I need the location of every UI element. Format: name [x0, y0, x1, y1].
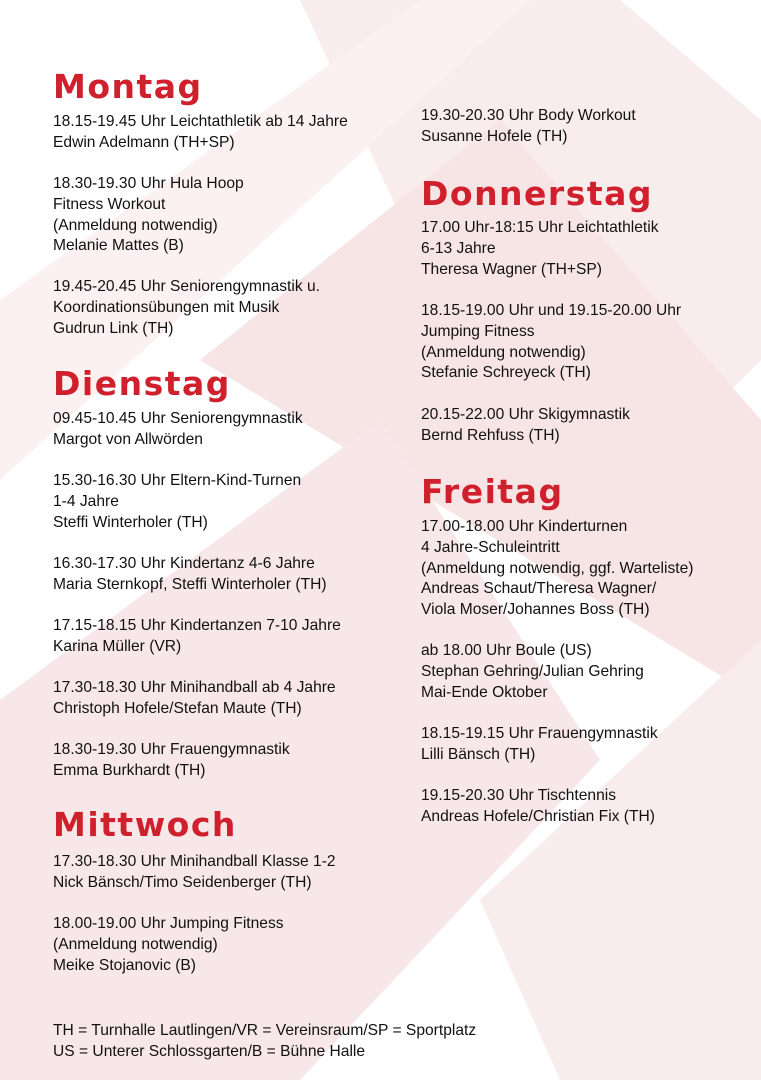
schedule-entry: 19.15-20.30 Uhr Tischtennis Andreas Hofele/Christian Fix (TH)	[421, 787, 655, 825]
schedule-entry: 17.30-18.30 Uhr Minihandball ab 4 Jahre Christoph Hofele/Stefan Maute (TH)	[53, 679, 336, 717]
day-heading-donnerstag: Donnerstag	[421, 174, 654, 213]
schedule-entry: 18.00-19.00 Uhr Jumping Fitness (Anmeldung notwendig) Meike Stojanovic (B)	[53, 915, 284, 974]
schedule-entry: 18.30-19.30 Uhr Frauengymnastik Emma Burkhardt (TH)	[53, 741, 290, 779]
location-legend	[53, 1020, 476, 1062]
schedule-entry: 19.45-20.45 Uhr Seniorengymnastik u. Koordinationsübungen mit Musik Gudrun Link (TH)	[53, 278, 320, 337]
schedule-entry: 09.45-10.45 Uhr Seniorengymnastik Margot von Allwörden	[53, 410, 303, 448]
legend-line: TH = Turnhalle Lautlingen/VR = Vereinsraum/SP = Sportplatz	[53, 1022, 477, 1039]
schedule-entry: 16.30-17.30 Uhr Kindertanz 4-6 Jahre Maria Sternkopf, Steffi Winterholer (TH)	[53, 555, 327, 593]
schedule-entry: 19.30-20.30 Uhr Body Workout Susanne Hofele (TH)	[421, 107, 636, 145]
schedule-entry: 15.30-16.30 Uhr Eltern-Kind-Turnen 1-4 Jahre Steffi Winterholer (TH)	[53, 472, 302, 531]
day-heading-mittwoch: Mittwoch	[53, 805, 237, 844]
day-heading-dienstag: Dienstag	[53, 364, 231, 403]
schedule-entry: 18.15-19.45 Uhr Leichtathletik ab 14 Jahre Edwin Adelmann (TH+SP)	[53, 113, 348, 151]
schedule-entry: 18.30-19.30 Uhr Hula Hoop Fitness Workout (Anmeldung notwendig) Melanie Mattes (B)	[53, 175, 244, 255]
schedule-entry: 18.15-19.15 Uhr Frauengymnastik Lilli Bänsch (TH)	[421, 725, 658, 763]
schedule-entry: ab 18.00 Uhr Boule (US) Stephan Gehring/Julian Gehring Mai-Ende Oktober	[421, 642, 644, 701]
schedule-entry: 20.15-22.00 Uhr Skigymnastik Bernd Rehfuss (TH)	[421, 406, 630, 444]
day-heading-freitag: Freitag	[421, 472, 564, 511]
schedule-entry: 18.15-19.00 Uhr und 19.15-20.00 Uhr Jumping Fitness (Anmeldung notwendig) Stefanie Schreyeck (TH)	[421, 302, 682, 382]
schedule-entry: 17.00 Uhr-18:15 Uhr Leichtathletik 6-13 Jahre Theresa Wagner (TH+SP)	[421, 219, 659, 278]
legend-line: US = Unterer Schlossgarten/B = Bühne Halle	[53, 1043, 366, 1060]
day-heading-montag: Montag	[53, 67, 203, 106]
schedule-entry: 17.00-18.00 Uhr Kinderturnen 4 Jahre-Schuleintritt (Anmeldung notwendig, ggf. Warteliste) Andreas Schaut/Theresa Wagner/ Viola Moser/Johannes Boss (TH)	[421, 518, 694, 619]
schedule-entry: 17.30-18.30 Uhr Minihandball Klasse 1-2 Nick Bänsch/Timo Seidenberger (TH)	[53, 853, 336, 891]
schedule-entry: 17.15-18.15 Uhr Kindertanzen 7-10 Jahre Karina Müller (VR)	[53, 617, 341, 655]
